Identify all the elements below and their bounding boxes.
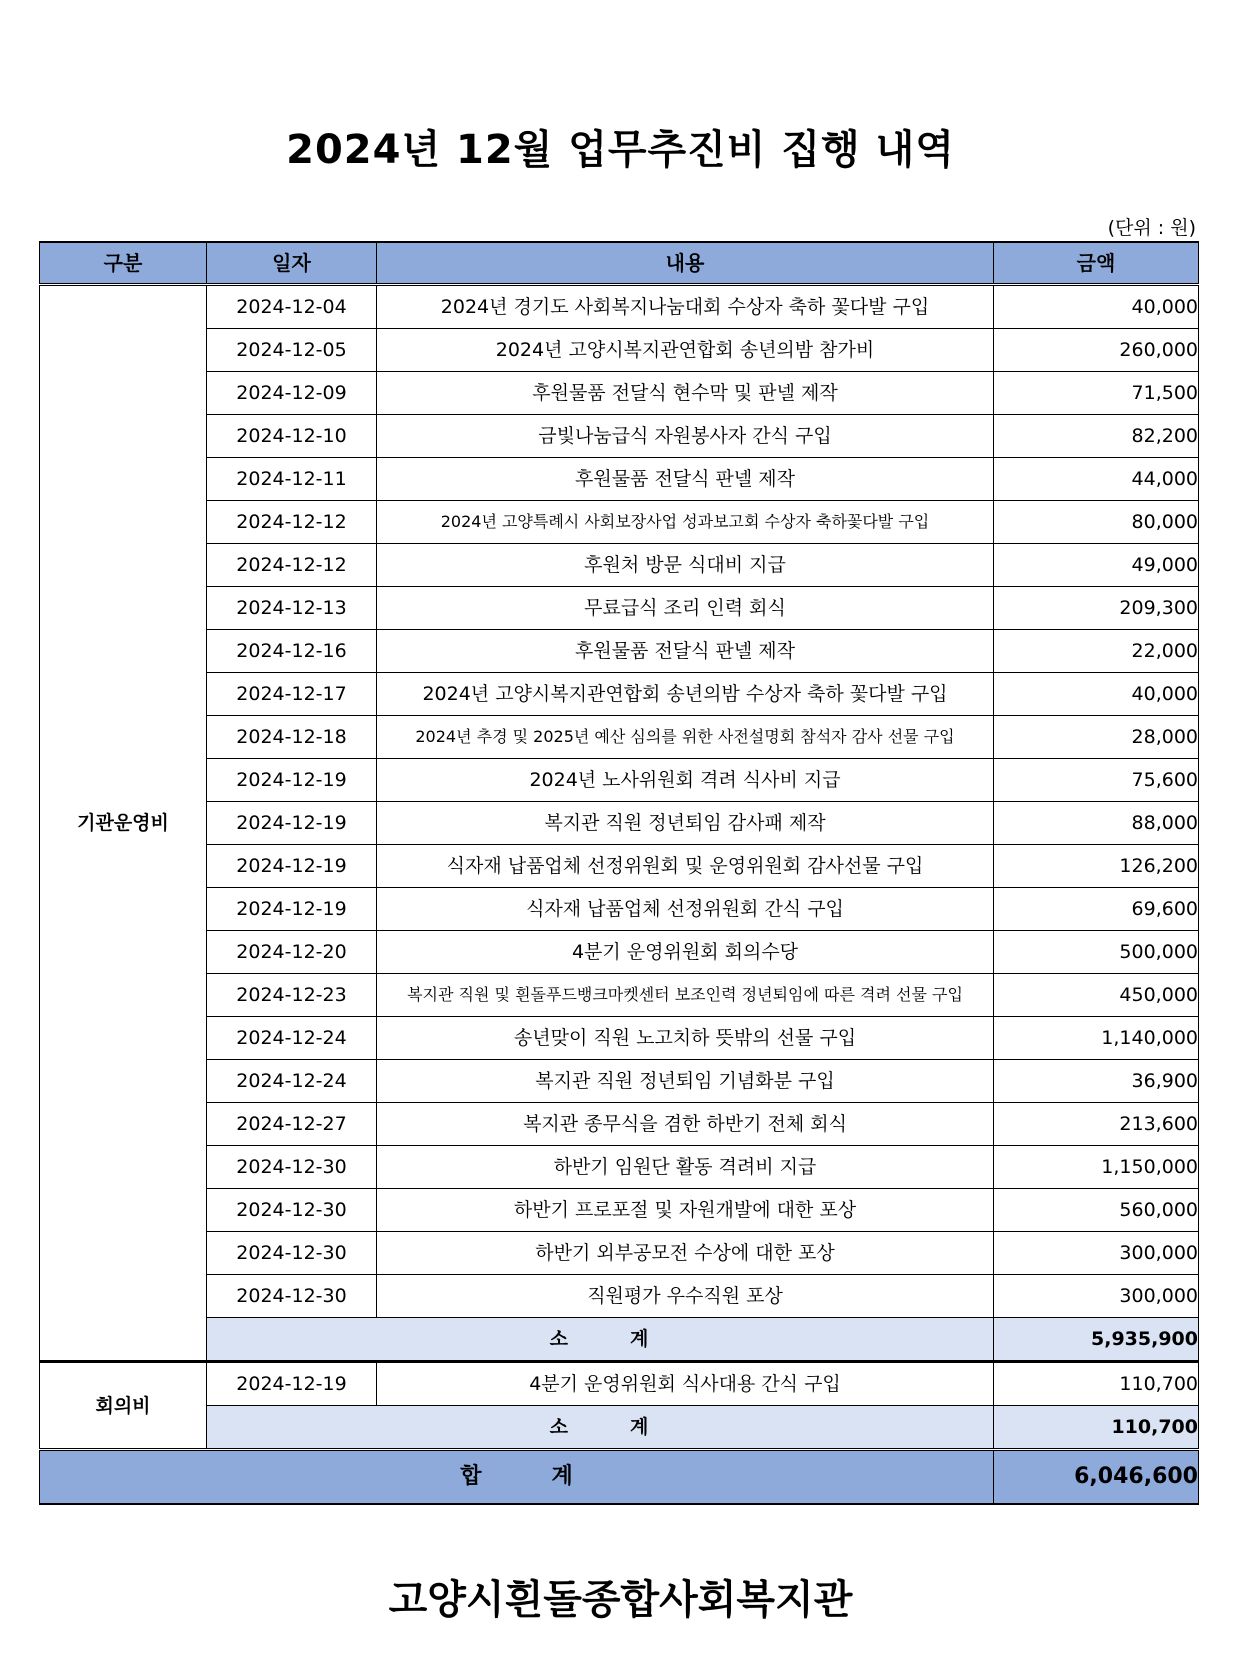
table-row <box>40 285 1199 329</box>
amount-cell: 71,500 <box>994 372 1199 415</box>
table-row <box>40 931 1199 974</box>
table-row <box>40 1017 1199 1060</box>
table-row <box>40 587 1199 630</box>
date-cell: 2024-12-19 <box>207 845 377 888</box>
date-cell: 2024-12-12 <box>207 544 377 587</box>
date-cell: 2024-12-27 <box>207 1103 377 1146</box>
table-row <box>40 458 1199 501</box>
date-cell: 2024-12-09 <box>207 372 377 415</box>
table-row <box>40 1362 1199 1406</box>
total-label-a: 합 <box>460 1464 482 1489</box>
content-cell: 후원처 방문 식대비 지급 <box>377 544 994 587</box>
content-cell: 식자재 납품업체 선정위원회 및 운영위원회 감사선물 구입 <box>377 845 994 888</box>
header-amount: 금액 <box>994 242 1199 285</box>
table-row <box>40 372 1199 415</box>
date-cell: 2024-12-11 <box>207 458 377 501</box>
date-cell: 2024-12-20 <box>207 931 377 974</box>
content-cell: 후원물품 전달식 현수막 및 판넬 제작 <box>377 372 994 415</box>
amount-cell: 300,000 <box>994 1232 1199 1275</box>
content-cell: 하반기 외부공모전 수상에 대한 포상 <box>377 1232 994 1275</box>
date-cell: 2024-12-18 <box>207 716 377 759</box>
subtotal-label <box>207 1406 994 1450</box>
amount-cell: 209,300 <box>994 587 1199 630</box>
content-cell: 복지관 직원 정년퇴임 감사패 제작 <box>377 802 994 845</box>
table-body <box>40 285 1199 1505</box>
content-cell: 4분기 운영위원회 식사대용 간식 구입 <box>377 1362 994 1406</box>
amount-cell: 69,600 <box>994 888 1199 931</box>
date-cell: 2024-12-24 <box>207 1060 377 1103</box>
amount-cell: 1,150,000 <box>994 1146 1199 1189</box>
header-date: 일자 <box>207 242 377 285</box>
content-cell: 2024년 고양시복지관연합회 송년의밤 참가비 <box>377 329 994 372</box>
amount-cell: 560,000 <box>994 1189 1199 1232</box>
table-row <box>40 415 1199 458</box>
table-row <box>40 673 1199 716</box>
subtotal-label <box>207 1318 994 1362</box>
content-cell: 직원평가 우수직원 포상 <box>377 1275 994 1318</box>
date-cell: 2024-12-30 <box>207 1232 377 1275</box>
amount-cell: 300,000 <box>994 1275 1199 1318</box>
table-row <box>40 759 1199 802</box>
date-cell: 2024-12-05 <box>207 329 377 372</box>
table-row <box>40 630 1199 673</box>
amount-cell: 126,200 <box>994 845 1199 888</box>
date-cell: 2024-12-19 <box>207 1362 377 1406</box>
content-cell: 복지관 종무식을 겸한 하반기 전체 회식 <box>377 1103 994 1146</box>
date-cell: 2024-12-16 <box>207 630 377 673</box>
date-cell: 2024-12-19 <box>207 888 377 931</box>
amount-cell: 36,900 <box>994 1060 1199 1103</box>
amount-cell: 40,000 <box>994 285 1199 329</box>
content-cell: 무료급식 조리 인력 회식 <box>377 587 994 630</box>
table-row <box>40 501 1199 544</box>
amount-cell: 500,000 <box>994 931 1199 974</box>
amount-cell: 260,000 <box>994 329 1199 372</box>
header-category: 구분 <box>40 242 207 285</box>
content-cell: 금빛나눔급식 자원봉사자 간식 구입 <box>377 415 994 458</box>
total-amount: 6,046,600 <box>994 1450 1199 1505</box>
unit-label: (단위 : 원) <box>1107 217 1196 239</box>
amount-cell: 82,200 <box>994 415 1199 458</box>
date-cell: 2024-12-30 <box>207 1189 377 1232</box>
content-cell: 2024년 경기도 사회복지나눔대회 수상자 축하 꽃다발 구입 <box>377 285 994 329</box>
date-cell: 2024-12-04 <box>207 285 377 329</box>
table-row <box>40 888 1199 931</box>
category-cell: 회의비 <box>40 1362 207 1450</box>
date-cell: 2024-12-24 <box>207 1017 377 1060</box>
total-label-b: 계 <box>551 1464 573 1489</box>
date-cell: 2024-12-12 <box>207 501 377 544</box>
amount-cell: 80,000 <box>994 501 1199 544</box>
content-cell: 2024년 노사위원회 격려 식사비 지급 <box>377 759 994 802</box>
table-row <box>40 1275 1199 1318</box>
content-cell: 복지관 직원 및 흰돌푸드뱅크마켓센터 보조인력 정년퇴임에 따른 격려 선물 구입 <box>377 974 994 1017</box>
subtotal-label-a: 소 <box>549 1328 570 1350</box>
category-cell: 기관운영비 <box>40 285 207 1362</box>
table-row <box>40 1103 1199 1146</box>
date-cell: 2024-12-17 <box>207 673 377 716</box>
content-cell: 4분기 운영위원회 회의수당 <box>377 931 994 974</box>
expense-table <box>39 241 1199 1505</box>
subtotal-label-b: 계 <box>630 1416 651 1438</box>
amount-cell: 44,000 <box>994 458 1199 501</box>
content-cell: 후원물품 전달식 판넬 제작 <box>377 458 994 501</box>
date-cell: 2024-12-13 <box>207 587 377 630</box>
table-row <box>40 845 1199 888</box>
content-cell: 2024년 추경 및 2025년 예산 심의를 위한 사전설명회 참석자 감사 선물 구입 <box>377 716 994 759</box>
amount-cell: 75,600 <box>994 759 1199 802</box>
content-cell: 2024년 고양특례시 사회보장사업 성과보고회 수상자 축하꽃다발 구입 <box>377 501 994 544</box>
amount-cell: 28,000 <box>994 716 1199 759</box>
table-row <box>40 329 1199 372</box>
content-cell: 송년맞이 직원 노고치하 뜻밖의 선물 구입 <box>377 1017 994 1060</box>
subtotal-label-a: 소 <box>549 1416 570 1438</box>
amount-cell: 22,000 <box>994 630 1199 673</box>
amount-cell: 110,700 <box>994 1362 1199 1406</box>
content-cell: 하반기 프로포절 및 자원개발에 대한 포상 <box>377 1189 994 1232</box>
subtotal-amount: 110,700 <box>994 1406 1199 1450</box>
header-content: 내용 <box>377 242 994 285</box>
page-title: 2024년 12월 업무추진비 집행 내역 <box>286 127 955 173</box>
table-row <box>40 1189 1199 1232</box>
amount-cell: 88,000 <box>994 802 1199 845</box>
amount-cell: 213,600 <box>994 1103 1199 1146</box>
date-cell: 2024-12-19 <box>207 759 377 802</box>
total-row <box>40 1450 1199 1505</box>
subtotal-row <box>40 1406 1199 1450</box>
content-cell: 하반기 임원단 활동 격려비 지급 <box>377 1146 994 1189</box>
date-cell: 2024-12-30 <box>207 1146 377 1189</box>
date-cell: 2024-12-23 <box>207 974 377 1017</box>
date-cell: 2024-12-10 <box>207 415 377 458</box>
table-row <box>40 1146 1199 1189</box>
table-row <box>40 1060 1199 1103</box>
organization-name: 고양시흰돌종합사회복지관 <box>388 1577 853 1623</box>
date-cell: 2024-12-30 <box>207 1275 377 1318</box>
amount-cell: 450,000 <box>994 974 1199 1017</box>
subtotal-row <box>40 1318 1199 1362</box>
total-label <box>40 1450 994 1505</box>
table-row <box>40 1232 1199 1275</box>
content-cell: 복지관 직원 정년퇴임 기념화분 구입 <box>377 1060 994 1103</box>
amount-cell: 40,000 <box>994 673 1199 716</box>
subtotal-label-b: 계 <box>630 1328 651 1350</box>
content-cell: 식자재 납품업체 선정위원회 간식 구입 <box>377 888 994 931</box>
table-row <box>40 974 1199 1017</box>
table-row <box>40 716 1199 759</box>
header-row <box>40 242 1199 285</box>
subtotal-amount: 5,935,900 <box>994 1318 1199 1362</box>
amount-cell: 49,000 <box>994 544 1199 587</box>
amount-cell: 1,140,000 <box>994 1017 1199 1060</box>
content-cell: 후원물품 전달식 판넬 제작 <box>377 630 994 673</box>
table-row <box>40 544 1199 587</box>
table-row <box>40 802 1199 845</box>
content-cell: 2024년 고양시복지관연합회 송년의밤 수상자 축하 꽃다발 구입 <box>377 673 994 716</box>
date-cell: 2024-12-19 <box>207 802 377 845</box>
